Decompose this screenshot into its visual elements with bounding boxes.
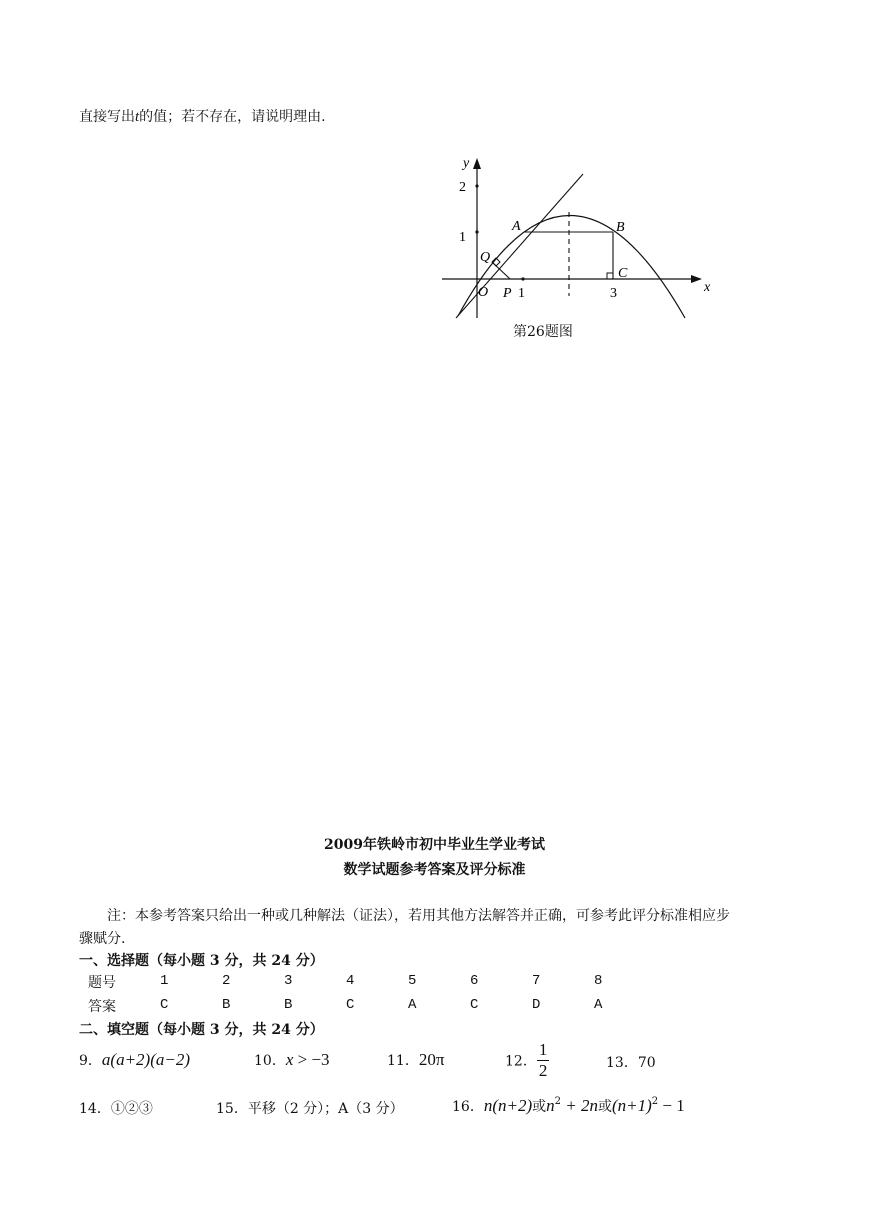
q16-expr-2-exp: 2 [554,1096,561,1107]
q9-label: 9． [79,1053,102,1069]
answer-subtitle: 数学试题参考答案及评分标准 [343,862,526,878]
q16-expr-3-exp: 2 [651,1096,659,1107]
q16-or-1: 或 [532,1099,547,1115]
section-1-heading: 一、选择题（每小题 3 分，共 24 分） [79,953,324,969]
q16-expr-2-base: n [546,1096,555,1115]
figure-caption: 第26题图 [513,324,573,340]
row-label-answer: 答案 [88,999,116,1015]
section-2-heading: 二、填空题（每小题 3 分，共 24 分） [79,1022,324,1038]
q9-expr: a(a+2)(a−2) [101,1050,191,1069]
question-number: 7 [532,973,541,989]
q15-label: 15． [216,1101,248,1117]
note-line-2: 骤赋分. [79,931,126,947]
intro-line [79,106,326,126]
q13-value: 70 [637,1055,656,1071]
answer-choice: C [346,997,355,1013]
q16-expr-1: n(n+2) [483,1096,533,1115]
question-number: 4 [346,973,355,989]
tick-label-y1: 1 [459,230,466,245]
answer-choice: D [532,997,541,1013]
tick-dot-y1 [475,230,478,233]
answer-choice: C [160,997,169,1013]
tick-label-x3: 3 [610,286,617,301]
q13-answer [606,1052,656,1072]
label-c: C [618,266,628,281]
answer-choice: B [222,997,231,1013]
q10-answer [254,1050,330,1070]
y-axis-arrow [473,158,481,169]
q16-or-2: 或 [597,1099,612,1115]
right-angle-c [607,273,613,279]
q10-lhs: x [285,1050,294,1069]
q12-answer [505,1040,549,1081]
q12-numerator: 1 [538,1040,548,1059]
q9-answer [79,1050,190,1070]
q16-expr-3-base: (n+1) [611,1096,652,1115]
q10-rhs: −3 [311,1050,330,1069]
question-number: 1 [160,973,169,989]
answer-choice: A [408,997,417,1013]
q10-label: 10． [254,1053,286,1069]
answer-title: 2009年铁岭市初中毕业生学业考试 [324,837,545,853]
question-number: 2 [222,973,231,989]
q12-label: 12． [505,1053,537,1070]
answer-choice: B [284,997,293,1013]
label-y: y [463,156,470,171]
label-b: B [616,220,625,235]
q16-expr-2-rest: + 2n [561,1096,598,1115]
label-a: A [512,219,521,234]
q15-answer [216,1098,404,1118]
intro-after: 的值；若不存在，请说明理由. [139,109,326,125]
parabola [458,215,685,318]
q14-value: ①②③ [110,1101,153,1117]
tick-label-y2: 2 [459,180,466,195]
figure-26 [430,150,720,350]
q12-fraction [537,1040,550,1081]
q10-op: > [293,1050,312,1069]
q14-answer [79,1098,153,1118]
row-label-number: 题号 [88,975,116,991]
q16-expr-3-rest: − 1 [658,1096,685,1115]
q16-answer [452,1096,685,1116]
question-number: 6 [470,973,479,989]
label-x: x [704,280,711,295]
intro-before: 直接写出 [79,109,135,125]
tick-dot-y2 [475,184,478,187]
answer-choice: A [594,997,603,1013]
tick-label-x1: 1 [518,286,525,301]
x-axis-arrow [691,275,702,283]
question-number: 5 [408,973,417,989]
q11-label: 11． [387,1053,419,1069]
label-p: P [503,286,512,301]
label-o: O [478,285,489,300]
q15-value: 平移（2 分）；A（3 分） [247,1101,404,1117]
note-line-1: 注：本参考答案只给出一种或几种解法（证法），若用其他方法解答并正确，可参考此评分标准相应步 [107,908,730,924]
q14-label: 14． [79,1101,111,1117]
intro-var: t [135,109,140,125]
q13-label: 13． [606,1055,638,1071]
tick-dot-x1 [521,277,524,280]
q12-denominator: 2 [538,1061,548,1080]
q16-label: 16． [452,1099,484,1115]
q11-answer [387,1050,444,1070]
label-q: Q [480,250,491,265]
question-number: 3 [284,973,293,989]
answer-choice: C [470,997,479,1013]
q11-expr: 20π [418,1050,445,1069]
question-number: 8 [594,973,603,989]
